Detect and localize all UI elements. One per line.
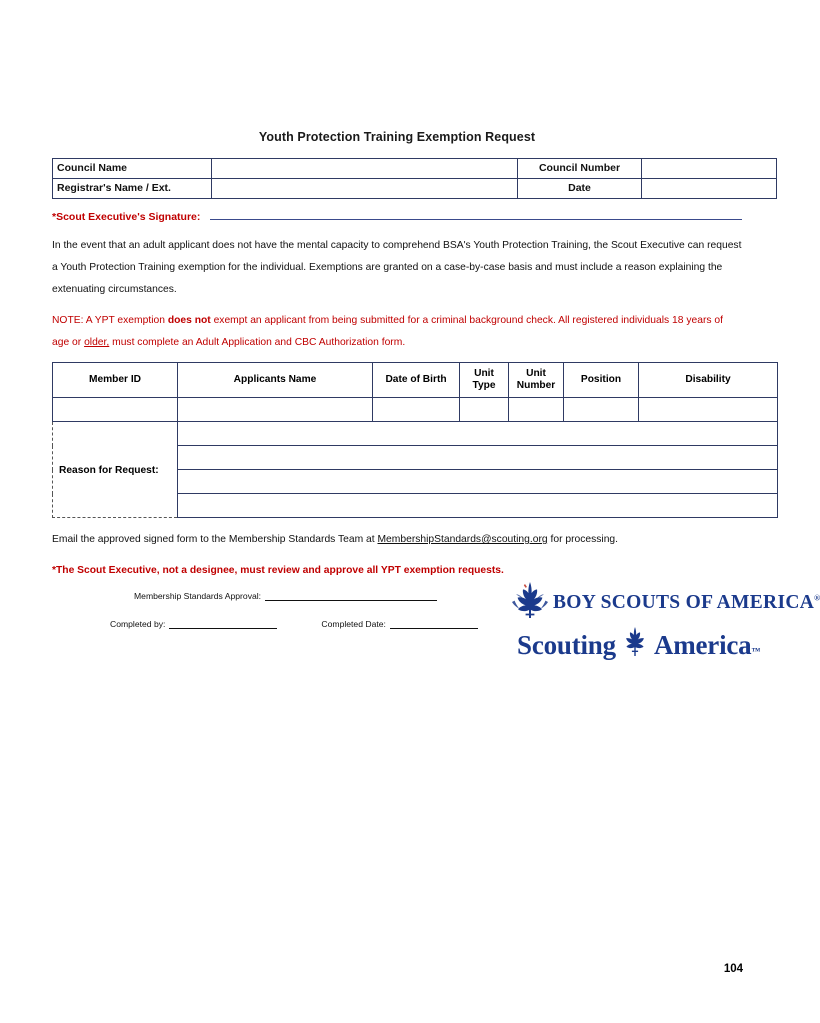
cell-member-id[interactable]: [53, 398, 178, 422]
reason-for-request-line-3[interactable]: [178, 470, 778, 494]
note-text-part2: exempt an applicant from being submitted for a criminal background check. All registered individuals 18 years of age or: [52, 315, 723, 348]
bsa-logo: [507, 580, 820, 625]
email-address-link[interactable]: MembershipStandards@scouting.org: [377, 534, 548, 545]
council-number-input[interactable]: [642, 159, 777, 179]
email-instruction: [52, 534, 742, 545]
table-header-row: [53, 363, 778, 398]
column-header-disability: Disability: [639, 363, 778, 398]
bsa-wordmark: BOY SCOUTS OF AMERICA®: [553, 591, 820, 613]
scout-executive-signature-input[interactable]: [210, 218, 742, 220]
completed-date-input[interactable]: [390, 618, 478, 629]
reason-for-request-line-1[interactable]: [178, 422, 778, 446]
table-row: [53, 159, 777, 179]
email-instruction-suffix: for processing.: [547, 534, 619, 545]
fleur-de-lis-icon-small: [620, 626, 650, 665]
scout-executive-signature-row: [52, 205, 742, 223]
completed-by-input[interactable]: [169, 618, 277, 629]
membership-standards-approval-row: [134, 590, 437, 601]
table-row: [53, 422, 778, 446]
reason-for-request-line-2[interactable]: [178, 446, 778, 470]
completed-row: [110, 618, 478, 629]
council-info-table: [52, 158, 777, 199]
cell-position[interactable]: [564, 398, 639, 422]
column-header-unit-number: Unit Number: [509, 363, 564, 398]
registrar-name-label: Registrar's Name / Ext.: [53, 179, 212, 199]
scouting-america-logo: [517, 626, 760, 665]
column-header-applicants-name: Applicants Name: [178, 363, 373, 398]
fleur-de-lis-icon: [507, 580, 553, 625]
page-number: 104: [723, 963, 743, 975]
membership-standards-approval-input[interactable]: [265, 590, 437, 601]
scouting-wordmark: Scouting: [517, 630, 616, 660]
note-text-part1: NOTE: A YPT exemption: [52, 315, 168, 326]
column-header-date-of-birth: Date of Birth: [373, 363, 460, 398]
registrar-name-input[interactable]: [212, 179, 518, 199]
column-header-unit-type: Unit Type: [460, 363, 509, 398]
scout-executive-note: *The Scout Executive, not a designee, must review and approve all YPT exemption requests.: [52, 565, 504, 576]
date-input[interactable]: [642, 179, 777, 199]
council-name-input[interactable]: [212, 159, 518, 179]
column-header-position: Position: [564, 363, 639, 398]
note-text-bold: does not: [167, 315, 211, 326]
council-name-label: Council Name: [53, 159, 212, 179]
note-text-underline: older,: [84, 337, 110, 348]
cell-applicants-name[interactable]: [178, 398, 373, 422]
logo-group: [507, 580, 820, 672]
column-header-member-id: Member ID: [53, 363, 178, 398]
table-row: [53, 398, 778, 422]
note-paragraph: [52, 310, 742, 354]
page-title: Youth Protection Training Exemption Request: [258, 130, 536, 144]
form-content: [52, 130, 820, 670]
reason-for-request-label: Reason for Request:: [53, 422, 178, 518]
cell-date-of-birth[interactable]: [373, 398, 460, 422]
applicant-table: [52, 362, 778, 518]
explanatory-paragraph: In the event that an adult applicant does not have the mental capacity to comprehend BSA's Youth Protection Training, the Scout Executive can request a Youth Protection Training exemption for the individual. Exemptions are granted on a case-by-case basis and must include a reason explaining the extenuating circumstances.: [52, 240, 742, 295]
america-wordmark: America™: [653, 630, 761, 660]
note-text-part3: must complete an Adult Application and CBC Authorization form.: [109, 337, 406, 348]
cell-unit-number[interactable]: [509, 398, 564, 422]
cell-disability[interactable]: [639, 398, 778, 422]
membership-standards-approval-label: Membership Standards Approval:: [134, 591, 262, 601]
table-row: [53, 179, 777, 199]
completed-by-label: Completed by:: [110, 619, 166, 629]
date-label: Date: [518, 179, 642, 199]
council-number-label: Council Number: [518, 159, 642, 179]
cell-unit-type[interactable]: [460, 398, 509, 422]
email-instruction-prefix: Email the approved signed form to the Membership Standards Team at: [52, 534, 378, 545]
completed-date-label: Completed Date:: [321, 619, 386, 629]
scout-executive-signature-label: *Scout Executive's Signature:: [52, 211, 201, 223]
approval-block: [52, 590, 820, 670]
reason-for-request-line-4[interactable]: [178, 494, 778, 518]
